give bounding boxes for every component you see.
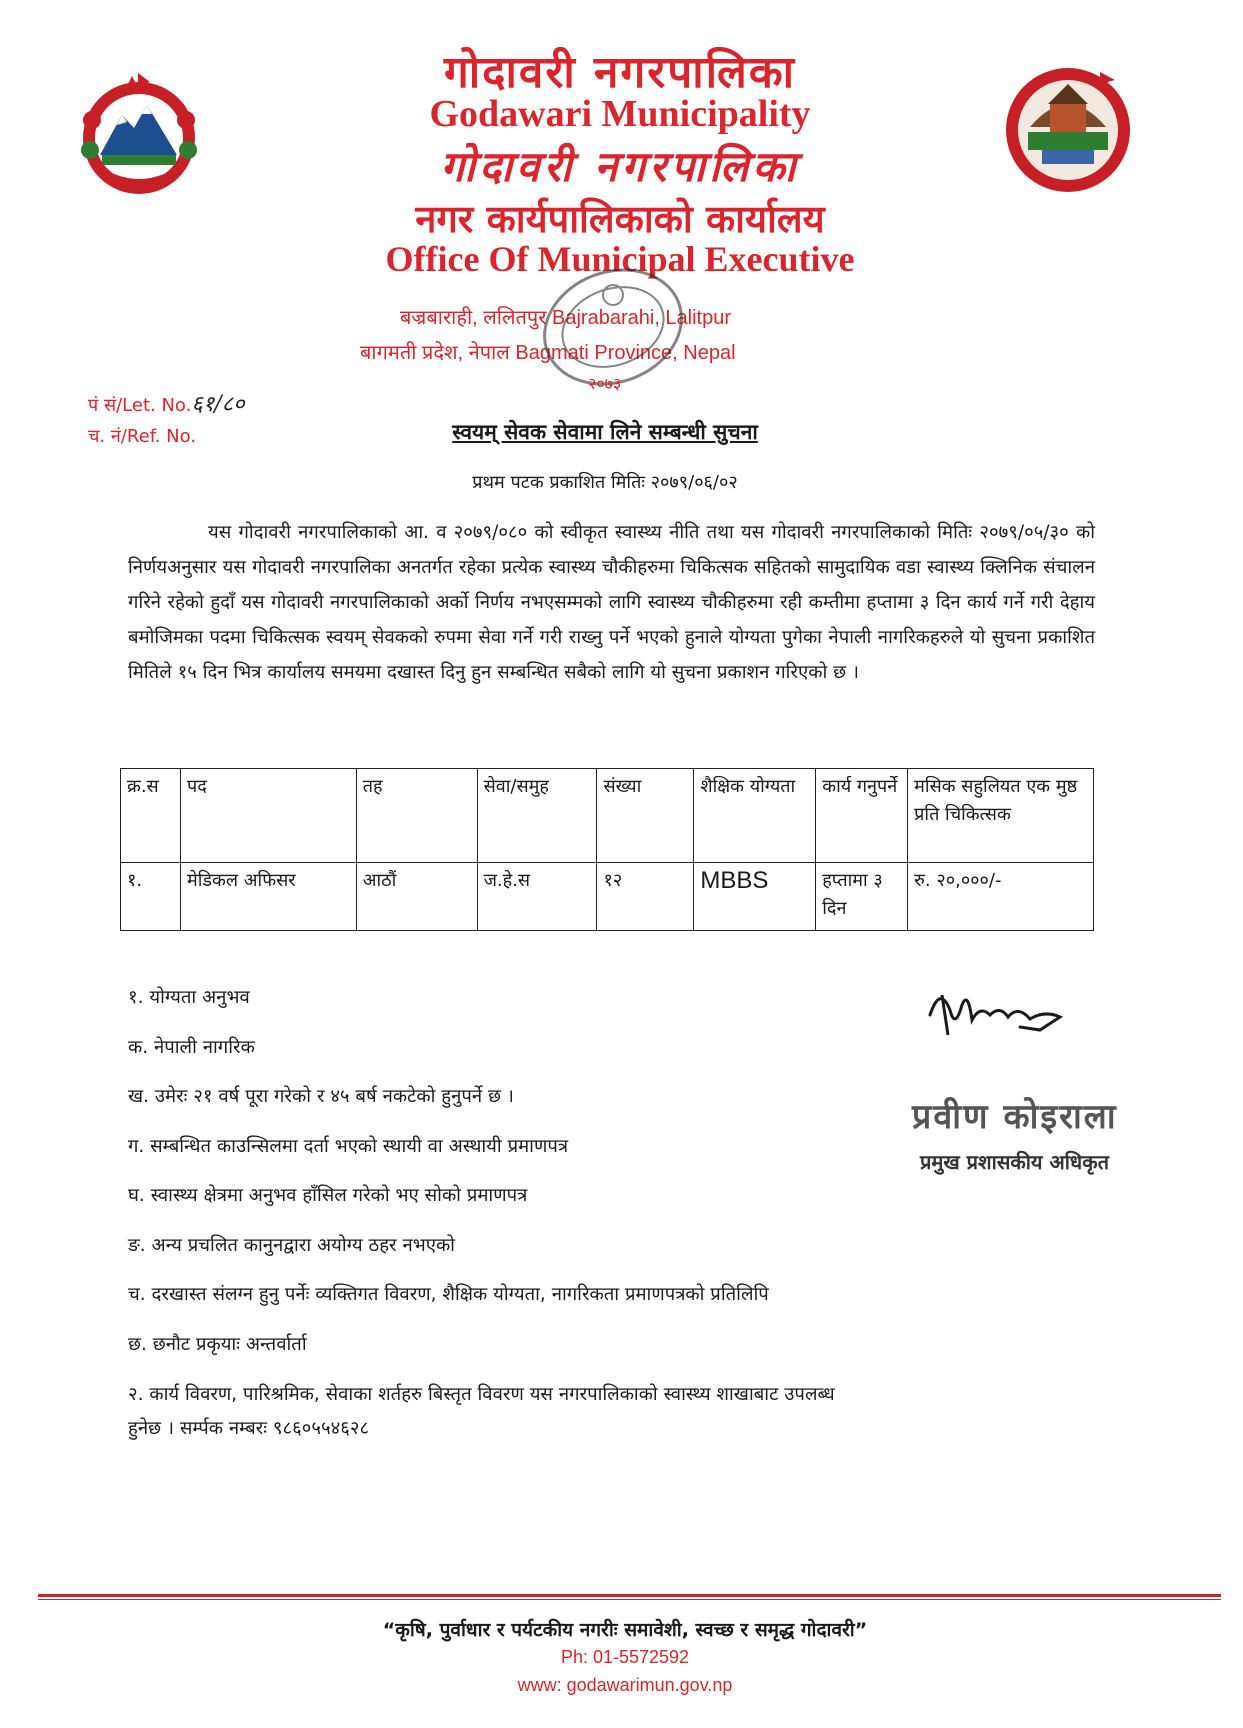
published-date: प्रथम पटक प्रकाशित मितिः २०७९/०६/०२ — [472, 472, 738, 493]
list-item: ख. उमेरः २१ वर्ष पूरा गरेको र ४५ बर्ष नकटेको हुनुपर्ने छ । — [128, 1086, 514, 1107]
address-line-2: बागमती प्रदेश, नेपाल Bagmati Province, Nepal — [360, 342, 736, 364]
godawari-municipality-logo-icon — [990, 62, 1145, 197]
list-item: ग. सम्बन्धित काउन्सिलमा दर्ता भएको स्थायी वा अस्थायी प्रमाणपत्र — [128, 1135, 569, 1157]
footer-divider — [38, 1594, 1221, 1597]
municipality-title-english: Godawari Municipality — [429, 93, 811, 135]
table-cell: आठौं — [356, 863, 477, 931]
table-cell: MBBS — [694, 863, 816, 931]
signatory-title: प्रमुख प्रशासकीय अधिकृत — [920, 1150, 1109, 1174]
table-header-cell: तह — [356, 769, 477, 863]
contact-line-2: हुनेछ । सर्म्पक नम्बरः ९८६०५५४६२८ — [128, 1418, 370, 1439]
contact-line-1: २. कार्य विवरण, पारिश्रमिक, सेवाका शर्तहरु बिस्तृत विवरण यस नगरपालिकाको स्वास्थ्य शाखाबाट उपलब्ध — [128, 1384, 835, 1405]
table-header-cell: कार्य गनुपर्ने — [816, 769, 908, 863]
table-header-cell: शैक्षिक योग्यता — [694, 769, 816, 863]
list-item: घ. स्वास्थ्य क्षेत्रमा अनुभव हाँसिल गरेको भए सोको प्रमाणपत्र — [128, 1185, 528, 1206]
table-cell: हप्तामा ३ दिन — [816, 863, 908, 931]
footer-website: www: godawarimun.gov.np — [517, 1675, 733, 1695]
vacancy-table — [120, 768, 1094, 931]
table-header-cell: सेवा/समुह — [477, 769, 597, 863]
footer-motto: “कृषि, पुर्वाधार र पर्यटकीय नगरीः समावेशी, स्वच्छ र समृद्ध गोदावरी” — [382, 1619, 868, 1641]
footer-phone: Ph: 01-5572592 — [560, 1647, 690, 1667]
signatory-name: प्रवीण कोइराला — [912, 1097, 1118, 1137]
stamp-year: २०७३ — [588, 374, 622, 393]
footer-divider-thin — [38, 1599, 1221, 1600]
office-title-english: Office Of Municipal Executive — [385, 239, 855, 279]
address-line-1: बज्रबाराही, ललितपुर Bajrabarahi, Lalitpur — [400, 307, 732, 329]
reference-number-label: च. नं/Ref. No. — [88, 426, 197, 447]
list-item: छ. छनौट प्रकृयाः अन्तर्वार्ता — [128, 1333, 307, 1355]
notice-subject: स्वयम् सेवक सेवामा लिने सम्बन्धी सुचना — [452, 420, 758, 444]
table-cell: १. — [121, 863, 181, 931]
table-cell: मेडिकल अफिसर — [180, 863, 356, 931]
letter-number-value: ६१/८० — [191, 392, 245, 417]
table-cell: १२ — [597, 863, 694, 931]
municipality-title-nepali: गोदावरी नगरपालिका — [443, 47, 797, 98]
signature-icon — [920, 975, 1070, 1050]
list-item: ङ. अन्य प्रचलित कानुनद्वारा अयोग्य ठहर नभएको — [128, 1234, 455, 1256]
table-header-row — [121, 769, 1094, 863]
contact-info — [128, 1378, 835, 1446]
table-header-cell: मसिक सहुलियत एक मुष्ठ प्रति चिकित्सक — [908, 769, 1094, 863]
notice-body: यस गोदावरी नगरपालिकाको आ. व २०७९/०८० को स्वीकृत स्वास्थ्य नीति तथा यस गोदावरी नगरपालिकाको मितिः २०७९/०५/३० को निर्णयअनुसार यस गोदावरी नगरपालिका अनतर्गत रहेका प्रत्येक स्वास्थ्य चौकीहरुमा चिकित्सक सहितको सामुदायिक वडा स्वास्थ्य क्लिनिक संचालन गरिने रहेको हुदाँ यस गोदावरी नगरपालिकाको अर्को निर्णय नभएसम्मको लागि स्वास्थ्य चौकीहरुमा रही कम्तीमा हप्तामा ३ दिन कार्य गर्ने गरी देहाय बमोजिमका पदमा चिकित्सक स्वयम् सेवकको रुपमा सेवा गर्ने गरी राख्नु पर्ने भएको हुनाले योग्यता पुगेका नेपाली नागरिकहरुले यो सुचना प्रकाशित मितिले १५ दिन भित्र कार्यालय समयमा दखास्त दिनु हुन सम्बन्धित सबैको लागि यो सुचना प्रकाशन गरिएको छ । — [128, 522, 1095, 683]
table-header-cell: पद — [180, 769, 356, 863]
table-row — [121, 863, 1094, 931]
municipality-title-script: गोदावरी नगरपालिका — [440, 142, 800, 191]
letter-number — [88, 388, 245, 418]
nepal-government-emblem-icon — [72, 70, 207, 200]
table-cell: ज.हे.स — [477, 863, 597, 931]
table-header-cell: संख्या — [597, 769, 694, 863]
list-item: १. योग्यता अनुभव — [128, 987, 250, 1008]
table-cell: रु. २०,०००/- — [908, 863, 1094, 931]
letter-number-label: पं सं/Let. No. — [88, 395, 192, 416]
list-item: क. नेपाली नागरिक — [128, 1036, 255, 1058]
requirements-list — [128, 984, 769, 1380]
office-title-nepali: नगर कार्यपालिकाको कार्यालय — [415, 197, 825, 241]
table-header-cell: क्र.स — [121, 769, 181, 863]
list-item: च. दरखास्त संलग्न हुनु पर्नेः व्यक्तिगत विवरण, शैक्षिक योग्यता, नागरिकता प्रमाणपत्रको प्रतिलिपि — [128, 1284, 769, 1305]
